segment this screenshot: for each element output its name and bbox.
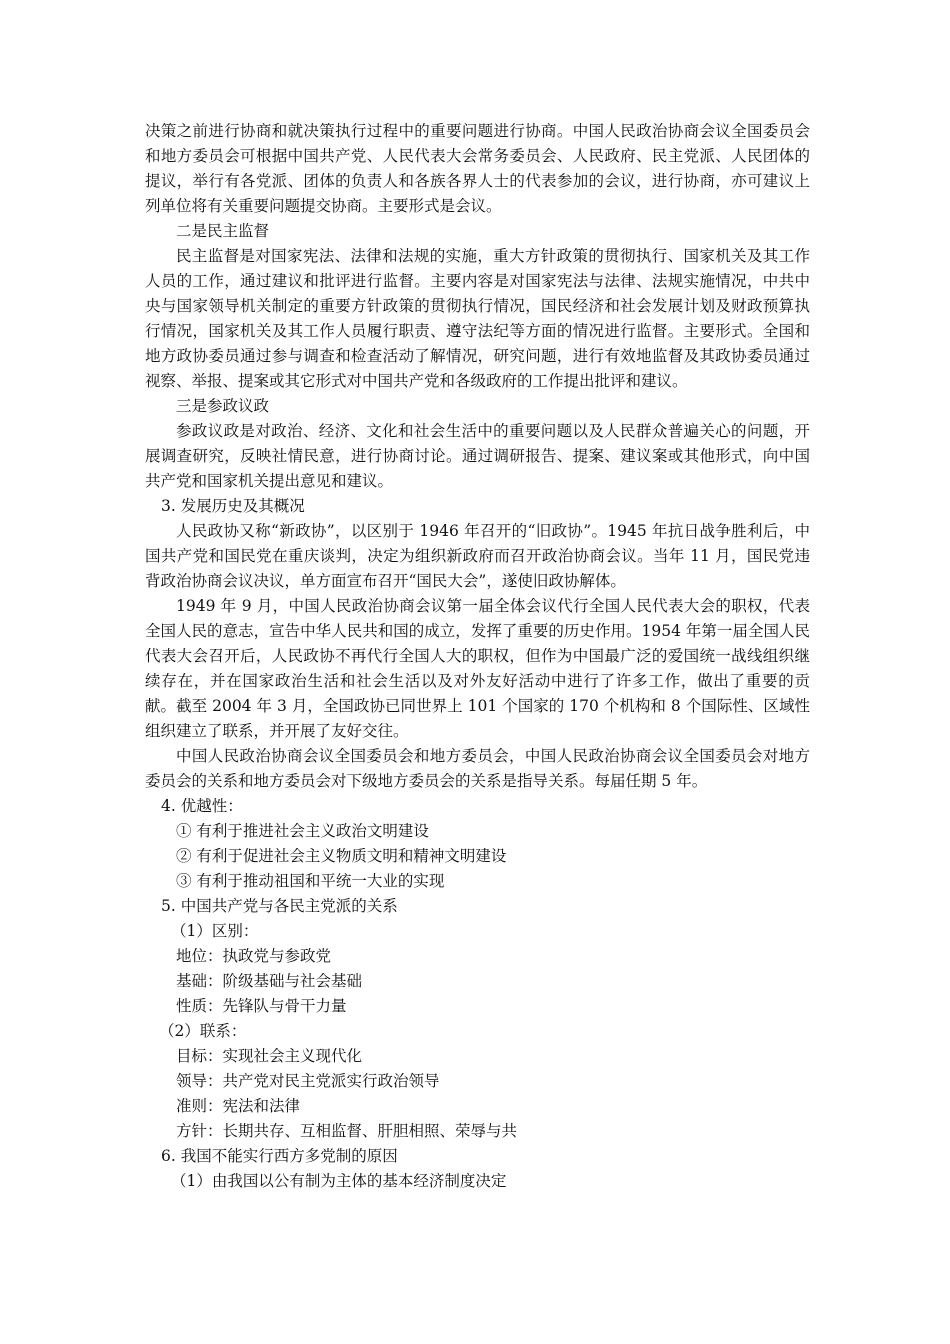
paragraph-history-3: 中国人民政治协商会议全国委员会和地方委员会，中国人民政治协商会议全国委员会对地方委员会的关系和地方委员会对下级地方委员会的关系是指导关系。每届任期 5 年。 [145, 747, 810, 790]
list-item-goal: 目标：实现社会主义现代化 [176, 1047, 363, 1065]
list-item-policy: 方针：长期共存、互相监督、肝胆相照、荣辱与共 [176, 1122, 518, 1140]
list-item-status: 地位：执政党与参政党 [176, 947, 332, 965]
list-item-advantage-1: ① 有利于推进社会主义政治文明建设 [176, 822, 429, 840]
list-item-nature: 性质：先锋队与骨干力量 [176, 997, 347, 1015]
paragraph-history-1: 人民政协又称“新政协”，以区别于 1946 年召开的“旧政协”。1945 年抗日战争胜利后，中国共产党和国民党在重庆谈判，决定为组织新政府而召开政治协商会议。当年 11 月，国民党违背政治协商会议决议，单方面宣布召开“国民大会”，遂使旧政协解体。 [145, 522, 810, 590]
heading-history: 3. 发展历史及其概况 [161, 497, 305, 515]
list-item-basis: 基础：阶级基础与社会基础 [176, 972, 363, 990]
heading-advantages: 4. 优越性： [161, 797, 243, 815]
heading-participation: 三是参政议政 [176, 397, 270, 415]
paragraph-history-2: 1949 年 9 月，中国人民政治协商会议第一届全体会议代行全国人民代表大会的职权，代表全国人民的意志，宣告中华人民共和国的成立，发挥了重要的历史作用。1954 年第一届全国人民代表大会召开后，人民政协不再代行全国人大的职权，但作为中国最广泛的爱国统一战线组织继续存在，并在国家政治生活和社会生活以及对外友好活动中进行了许多工作，做出了重要的贡献。截至 2004 年 3 月，全国政协已同世界上 101 个国家的 170 个机构和 8 个国际性、区域性组织建立了联系，并开展了友好交往。 [145, 597, 810, 740]
paragraph-consultation-continued: 决策之前进行协商和就决策执行过程中的重要问题进行协商。中国人民政治协商会议全国委员会和地方委员会可根据中国共产党、人民代表大会常务委员会、人民政府、民主党派、人民团体的提议，举行有各党派、团体的负责人和各族各界人士的代表参加的会议，进行协商，亦可建议上列单位将有关重要问题提交协商。主要形式是会议。 [145, 122, 810, 215]
subheading-connections: （2）联系： [159, 1022, 247, 1040]
list-item-principle: 准则：宪法和法律 [176, 1097, 301, 1115]
list-item-leadership: 领导：共产党对民主党派实行政治领导 [176, 1072, 440, 1090]
paragraph-democratic-supervision: 民主监督是对国家宪法、法律和法规的实施，重大方针政策的贯彻执行、国家机关及其工作人员的工作，通过建议和批评进行监督。主要内容是对国家宪法与法律、法规实施情况，中共中央与国家领导机关制定的重要方针政策的贯彻执行情况，国民经济和社会发展计划及财政预算执行情况，国家机关及其工作人员履行职责、遵守法纪等方面的情况进行监督。主要形式。全国和地方政协委员通过参与调查和检查活动了解情况，研究问题，进行有效地监督及其政协委员通过视察、举报、提案或其它形式对中国共产党和各级政府的工作提出批评和建议。 [145, 247, 810, 390]
list-item-advantage-3: ③ 有利于推动祖国和平统一大业的实现 [176, 872, 445, 890]
document-page [145, 119, 810, 1194]
paragraph-participation: 参政议政是对政治、经济、文化和社会生活中的重要问题以及人民群众普遍关心的问题，开展调查研究，反映社情民意，进行协商讨论。通过调研报告、提案、建议案或其他形式，向中国共产党和国家机关提出意见和建议。 [145, 422, 810, 490]
list-item-advantage-2: ② 有利于促进社会主义物质文明和精神文明建设 [176, 847, 507, 865]
heading-no-multiparty: 6. 我国不能实行西方多党制的原因 [161, 1147, 398, 1165]
subheading-differences: （1）区别： [171, 922, 259, 940]
heading-party-relations: 5. 中国共产党与各民主党派的关系 [161, 897, 398, 915]
subheading-reason-1: （1）由我国以公有制为主体的基本经济制度决定 [171, 1172, 507, 1190]
heading-democratic-supervision: 二是民主监督 [176, 222, 270, 240]
